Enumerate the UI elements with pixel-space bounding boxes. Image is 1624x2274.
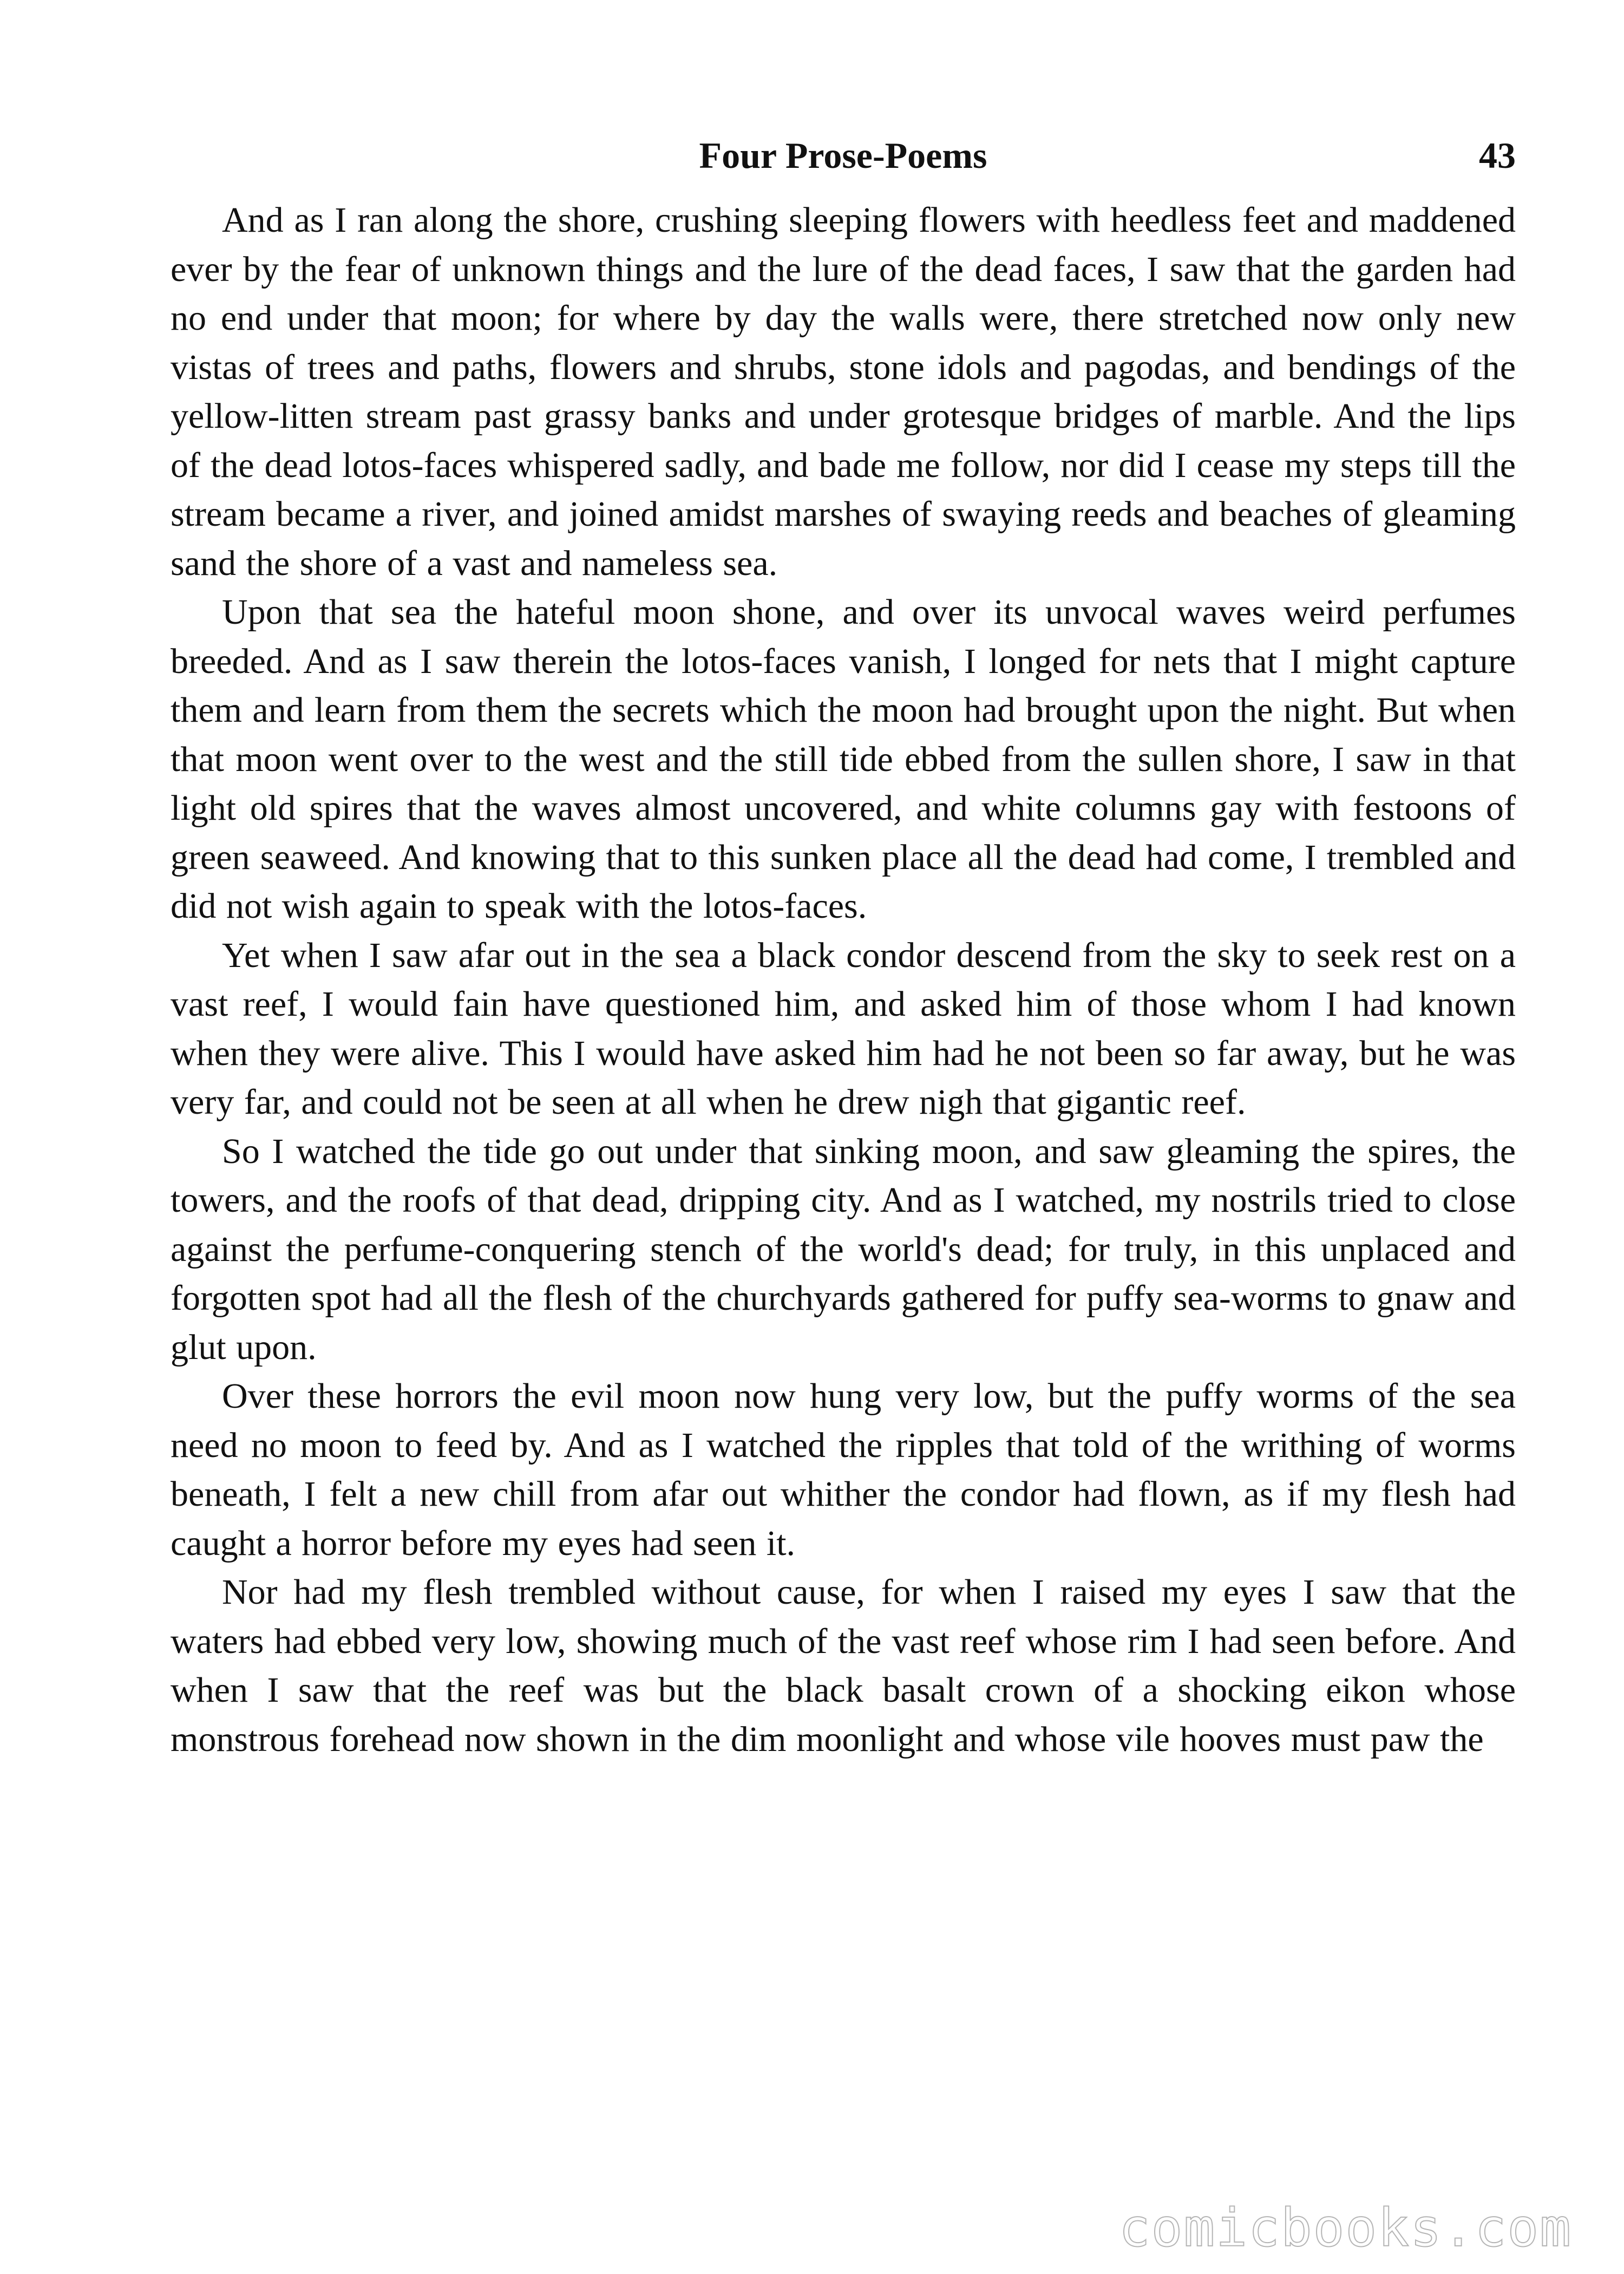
watermark: comicbooks.com [1118,2198,1572,2258]
paragraph: Over these horrors the evil moon now hung very low, but the puffy worms of the sea need no moon to feed by. And as I watched the ripples that told of the writhing of worms beneath, I felt a new chill from afar out whither the condor had flown, as if my flesh had caught a horror before my eyes had seen it. [171,1376,1516,1563]
page-number: 43 [1479,135,1516,176]
running-title: Four Prose-Poems [699,135,987,176]
paragraph: Upon that sea the hateful moon shone, and over its unvocal waves weird perfumes breeded. And as I saw therein the lotos-faces vanish, I longed for nets that I might capture them and learn from them the secrets which the moon had brought upon the night. But when that moon went over to the west and the still tide ebbed from the sullen shore, I saw in that light old spires that the waves almost uncovered, and white columns gay with festoons of green seaweed. And knowing that to this sunken place all the dead had come, I trembled and did not wish again to speak with the lotos-faces. [171,592,1516,926]
running-header [171,126,1516,185]
paragraph: So I watched the tide go out under that sinking moon, and saw gleaming the spires, the towers, and the roofs of that dead, dripping city. And as I watched, my nostrils tried to close against the perfume-conquering stench of the world's dead; for truly, in this unplaced and forgotten spot had all the flesh of the churchyards gathered for puffy sea-worms to gnaw and glut upon. [171,1131,1516,1367]
paragraph: Yet when I saw afar out in the sea a black condor descend from the sky to seek rest on a vast reef, I would fain have questioned him, and asked him of those whom I had known when they were alive. This I would have asked him had he not been so far away, but he was very far, and could not be seen at all when he drew nigh that gigantic reef. [171,935,1516,1122]
paragraph: And as I ran along the shore, crushing sleeping flowers with heedless feet and maddened ever by the fear of unknown things and the lure of the dead faces, I saw that the garden had no end under that moon; for where by day the walls were, there stretched now only new vistas of trees and paths, flowers and shrubs, stone idols and pagodas, and bendings of the yellow-litten stream past grassy banks and under grotesque bridges of marble. And the lips of the dead lotos-faces whispered sadly, and bade me follow, nor did I cease my steps till the stream became a river, and joined amidst marshes of swaying reeds and beaches of gleaming sand the shore of a vast and nameless sea. [171,200,1516,583]
body-text [171,196,1516,1764]
paragraph-continued: Nor had my flesh trembled without cause, for when I raised my eyes I saw that the waters had ebbed very low, showing much of the vast reef whose rim I had seen before. And when I saw that the reef was but the black basalt crown of a shocking eikon whose monstrous forehead now shown in the dim moonlight and whose vile hooves must paw the [171,1572,1516,1759]
